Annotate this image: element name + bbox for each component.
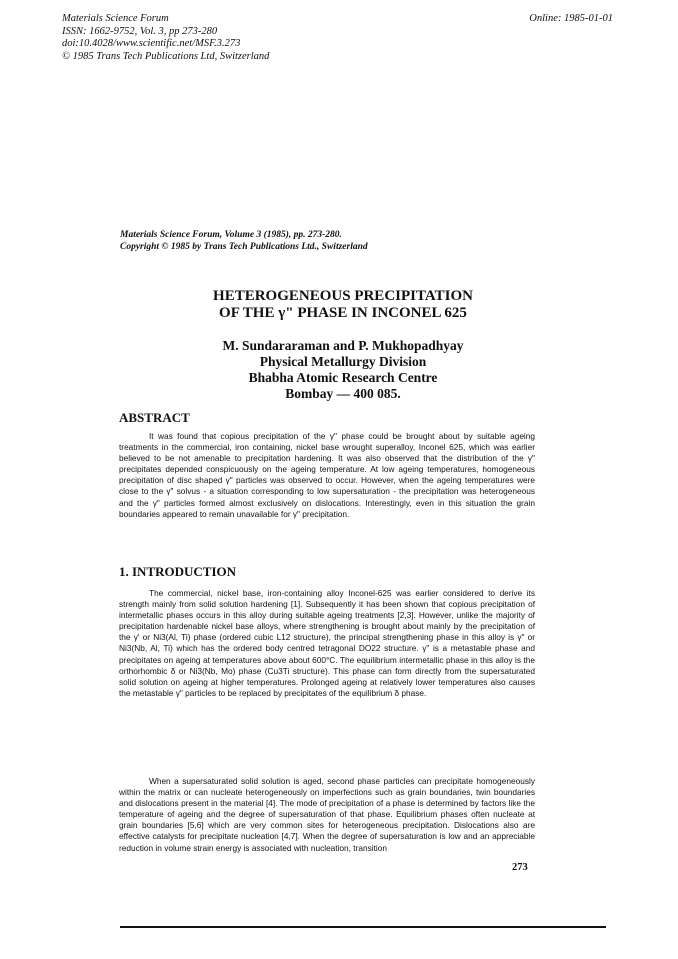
author-names: M. Sundararaman and P. Mukhopadhyay xyxy=(222,338,464,353)
copyright-line: © 1985 Trans Tech Publications Ltd, Switzerland xyxy=(62,50,270,62)
abstract-heading: ABSTRACT xyxy=(119,410,190,425)
footer-rule xyxy=(120,926,606,928)
title-line: HETEROGENEOUS PRECIPITATION xyxy=(213,288,473,304)
affiliation-division: Physical Metallurgy Division xyxy=(259,354,427,369)
online-date: Online: 1985-01-01 xyxy=(529,13,613,24)
introduction-paragraph: When a supersaturated solid solution is aged, second phase particles can precipitate homogeneously within the matrix or can nucleate heterogeneously on imperfections such as grain boundaries, twin boundaries and dislocations present in the material [4]. The mode of precipitation of a phase is determined by factors like the temperature of ageing and the degree of supersaturation of that phase. Equilibrium phases often nucleate at grain boundaries [5,6] which are very common sites for heterogeneous precipitation. Dislocations also are effective catalysts for precipitate nucleation [4,7]. When the degree of supersaturation is low and an appreciable reduction in volume strain energy is associated with nucleation, transition xyxy=(119,776,535,853)
journal-reference-line: Materials Science Forum, Volume 3 (1985), pp. 273-280. xyxy=(120,230,342,240)
page-number: 273 xyxy=(512,862,528,873)
citation-header xyxy=(62,13,269,63)
doi-line: doi:10.4028/www.scientific.net/MSF.3.273 xyxy=(62,38,241,49)
introduction-paragraph: The commercial, nickel base, iron-containing alloy Inconel-625 was earlier considered to derive its strength mainly from solid solution hardening [1]. Subsequently it has been shown that copious precipitation of intermetallic phases occurs in this alloy during suitable ageing treatments [2,3]. However, unlike the majority of precipitation hardenable nickel base alloys, where strengthening is brought about mainly by the precipitation of the γ' or Ni3(Al, Ti) phase (ordered cubic L12 structure), the principal strengthening phase in this alloy is γ" or Ni3(Nb, Al, Ti) which has the ordered body centred tetragonal DO22 structure. γ" is a metastable phase and precipitates on ageing at temperatures above about 600°C. The equilibrium intermetallic phase in this alloy is the orthorhombic δ or Ni3(Nb, Mo) phase (Cu3Ti structure). This phase can form directly from the supersaturated solid solution on ageing at higher temperatures. Prolonged ageing at relatively lower temperatures also causes the metastable γ" particles to be replaced by precipitates of the equilibrium δ phase. xyxy=(119,588,535,698)
journal-name: Materials Science Forum xyxy=(62,13,169,24)
affiliation-city: Bombay — 400 085. xyxy=(285,386,401,401)
journal-reference xyxy=(120,229,368,253)
title-line: OF THE γ" PHASE IN INCONEL 625 xyxy=(219,305,467,321)
author-block xyxy=(0,338,678,402)
introduction-heading: 1. INTRODUCTION xyxy=(119,564,237,579)
journal-copyright-line: Copyright © 1985 by Trans Tech Publications Ltd., Switzerland xyxy=(120,242,368,252)
affiliation-centre: Bhabha Atomic Research Centre xyxy=(248,370,438,385)
issn-line: ISSN: 1662-9752, Vol. 3, pp 273-280 xyxy=(62,25,218,37)
abstract-text: It was found that copious precipitation of the γ" phase could be brought about by suitable ageing treatments in the commercial, iron containing, nickel base wrought superalloy, Inconel 625, which was earlier believed to be not amenable to precipitation hardening. It was also observed that the distribution of the γ" precipitates depended conspicuously on the ageing temperature. At low ageing temperatures, homogeneous precipitation of disc shaped γ" particles was observed to occur. However, when the ageing temperatures were close to the γ" solvus - a situation corresponding to low supersaturation - the precipitation was heterogeneous and the γ" particles formed almost exclusively on dislocations. Interestingly, even in this situation the grain boundaries appeared to remain unavailable for γ" precipitation. xyxy=(119,431,535,519)
paper-title xyxy=(0,288,678,322)
